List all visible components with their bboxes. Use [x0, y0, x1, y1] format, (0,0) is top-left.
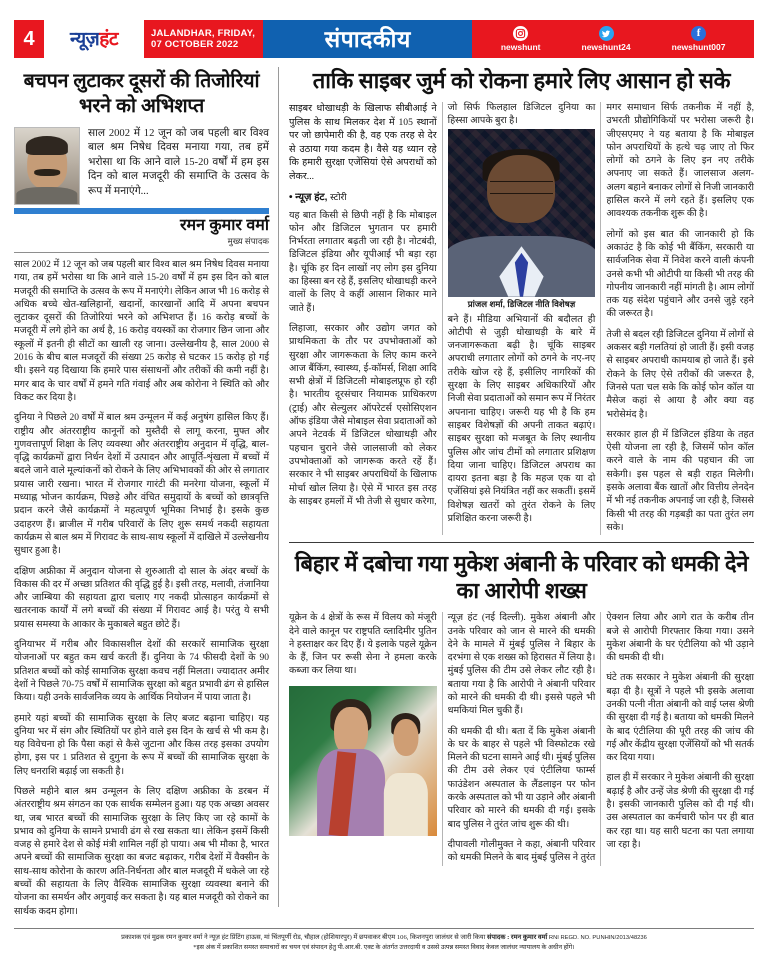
editorial-paragraph: दुनियाभर में गरीब और विकासशील देशों की सरकारें सामाजिक सुरक्षा योजनाओं पर बहुत कम खर्च करती हैं। दुनिया के 74 फीसदी देशों के 90 प्रतिशत बच्चों को कोई सामाजिक सुरक्षा कवच नहीं मिलता। ज्यादातर अमीर देशों ने पिछले 70-75 वर्षों में सामाजिक सुरक्षा को बहुत प्रभावी ढंग से हासिल किया। यही उनके सार्वजनिक व्यय के आर्थिक नियोजन में पाया जाता है। — [14, 640, 269, 704]
story-divider — [289, 542, 754, 543]
editorial-author-role: मुख्य संपादक — [227, 236, 269, 246]
facebook-icon: f — [691, 26, 706, 41]
divider — [14, 252, 269, 253]
editorial-kicker: साल 2002 में 12 जून को जब पहली बार विश्व बाल श्रम निषेध दिवस मनाया गया, तब हमें भरोसा था कि आने वाले 15-20 वर्षों में हम इस दिन को बाल मजदूरी की समाप्ति के उत्सव के रूप में मनाएंगे... — [88, 128, 269, 197]
social-twitter[interactable] — [582, 26, 631, 52]
source-label: न्यूज़ हंट, — [295, 191, 328, 203]
pranjal-sharma-portrait — [448, 129, 596, 297]
editor-portrait — [14, 127, 80, 205]
facebook-handle: newshunt007 — [671, 42, 726, 52]
editorial-paragraph: दक्षिण अफ्रीका में अनुदान योजना से शुरुआती दो साल के अंदर बच्चों के विकास की दर में अच्छा प्रतिशत की वृद्धि हुई है। इसी तरह, मलावी, तंजानिया और जाम्बिया की सहायता द्वारा चलाए गए नकदी प्रोत्साहन कार्यक्रमों से खतरनाक कार्यों में लगे बच्चों की संख्या में गिरावट आई है। परंतु ये सभी प्रयास समस्या के आकार के मुकाबले बहुत छोटे हैं। — [14, 566, 269, 630]
instagram-icon — [513, 26, 528, 41]
dateline — [144, 20, 263, 58]
masthead — [14, 20, 754, 58]
story-paragraph: बने हैं। मीडिया अभियानों की बदौलत ही ओटीपी से जुड़ी धोखाधड़ी के बारे में जनजागरूकता बढ़ी है। चूंकि साइबर अपराधी लगातार लोगों को ठगने के नए-नए तरीके खोज रहे हैं, इसीलिए नागरिकों की सुरक्षा के लिए साइबर अधिकारियों और निजी सेवा प्रदाताओं को समान रूप में निरंतर अपनाना चाहिए। जरूरी यह भी है कि हम साइबर विशेषज्ञों की अपनी ताकत बढ़ाएं। साइबर सुरक्षा को मजबूत के लिए स्थानीय पुलिस और जांच टीमों को लगातार प्रशिक्षण दिया जाना चाहिए। डिजिटल अपराध का दायरा इतना बड़ा है कि महज एक या दो एजेंसियां इसे नियंत्रित नहीं कर सकतीं। इसमें विशेषज्ञ खतरों को तुरंत रोकने के लिए प्रशिक्षित करना जरूरी है। — [447, 314, 596, 525]
footer-legal: *इस अंक में प्रकाशित समस्त समाचारों का चयन एवं संपादन हेतु पी.आर.बी. एक्ट के अंतर्गत उत्तरदायी व उससे उत्पन्न समस्त विवाद केवल जालंधर न्यायालय के अधीन होंगे। — [193, 944, 575, 951]
byline-rule — [14, 208, 269, 214]
footer-imprint — [14, 933, 754, 944]
story-paragraph: यूक्रेन के 4 क्षेत्रों के रूस में विलय को मंजूरी देने वाले कानून पर राष्ट्रपति व्लादिमीर पुतिन ने हस्ताक्षर कर दिए हैं। ये इलाके पहले यूक्रेन के हैं, जिन पर रूसी सेना ने हमला करके कब्जा कर लिया था। — [289, 613, 437, 677]
page-number: 4 — [14, 20, 44, 58]
story-paragraph: मगर समाधान सिर्फ तकनीक में नहीं है, उभरती प्रौद्योगिकियों पर भरोसा जरूरी है। जीएसएमए ने यह बताया है कि मोबाइल फोन अपराधियों के हत्थे चढ़ जाए तो फिर लोगों को ठगने के लिए इन नए तरीके अपनाए जा सकते हैं। जालसाज अलग-अलग बहाने बनाकर लोगों से निजी जानकारी हासिल करने में लगे रहते हैं। इसलिए एक आवश्यक तकनीक शुरू की है। — [606, 103, 754, 220]
story-paragraph: सरकार हाल ही में डिजिटल इंडिया के तहत ऐसी योजना ला रही है, जिसमें फोन कॉल करने वाले के नाम की पहचान की जा सकेगी। इस पहल से बड़ी राहत मिलेगी। इसके अलावा बैंक खातों और वित्तीय लेनदेन में भी नई तकनीक अपनाई जा रही है, जिससे किसी भी तरह की गड़बड़ी का पता तुरंत लग सके। — [606, 429, 754, 533]
story-cyber-crime — [289, 67, 754, 535]
logo-text-primary: न्यूज़ — [70, 28, 100, 50]
story-cyber-intro: साइबर धोखाधड़ी के खिलाफ सीबीआई ने पुलिस के साथ मिलकर देश में 105 स्थानों पर जो छापेमारी की है, वह एक तरह से देर से उठाया गया कदम है। वैसे यह ध्यान रहे कि हमारी सुरक्षा एजेंसियां ऐसे अपराधों को लेकर... — [289, 103, 437, 182]
editorial-column — [14, 67, 279, 917]
story-ambani-threat — [289, 550, 754, 907]
story-paragraph: घंटे तक सरकार ने मुकेश अंबानी की सुरक्षा बढ़ा दी है। सूत्रों ने पहले भी इसके अलावा उनकी पत्नी नीता अंबानी को वाई प्लस श्रेणी की सुरक्षा दी गई है। बताया को धमकी मिलने के बाद एंटीलिया की पूरी तरह की जांच की गई और केंद्रीय सुरक्षा एजेंसियों को भी सतर्क कर दिया गया। — [606, 673, 754, 764]
editorial-author-name: रमन कुमार वर्मा — [179, 217, 269, 234]
instagram-handle: newshunt — [500, 42, 541, 52]
story-ambani-columns — [289, 612, 754, 865]
story-paragraph: दीपावली गोलीमुक्त ने कहा, अंबानी परिवार को धमकी मिलने के बाद मुंबई पुलिस ने तुरंत ऐक्शन लिया और आगे रात के करीब तीन बजे से आरोपी गिरफ्तार किया गया। उसने मुकेश अंबानी के घर एंटीलिया को भी उड़ाने की धमकी दी थी। — [447, 613, 754, 864]
story-cyber-columns — [289, 102, 754, 535]
editorial-paragraph: हमारे यहां बच्चों की सामाजिक सुरक्षा के लिए बजट बढ़ाना चाहिए। यह दुनिया भर में संग और स्थितियों पर होने वाले इस दिन के खर्च से भी कम है। यह विवेचना हो कि पैसा कहां से कैसे जुटाना और किस तरह इसका उपयोग होगा, इस पर 1 प्रतिशत से दुगुना के रूप में बच्चों की सामाजिक सुरक्षा के लिए धनराशि बढ़ाई जा सकती है। — [14, 713, 269, 777]
story-paragraph: लोगों को इस बात की जानकारी हो कि अकाउंट है कि कोई भी बैंकिंग, सरकारी या सार्वजनिक सेवा में निवेश करने वाली कंपनी उनसे कभी भी ओटीपी या किसी भी तरह की गोपनीय जानकारी नहीं मांगती है। आम लोगों तक यह संदेश पहुंचाने और उनसे जुड़े रहने की जरूरत है। — [606, 229, 754, 320]
twitter-handle: newshunt24 — [581, 42, 631, 52]
logo-text-secondary: हंट — [99, 28, 118, 50]
story-ambani-text-cont — [448, 612, 754, 865]
editorial-body — [14, 259, 269, 919]
imprint-editor: संपादक : रमन कुमार वर्मा — [486, 933, 548, 941]
section-banner — [263, 20, 472, 58]
bullet-icon: • — [289, 191, 293, 203]
story-paragraph: हाल ही में सरकार ने मुकेश अंबानी की सुरक्षा बढ़ाई है और उन्हें जेड श्रेणी की सुरक्षा दी गई है। इसकी जानकारी पुलिस को दी गई थी। उस अस्पताल का कर्मचारी फोन पर ही बात कर रहा था। यह सारी घटना का पता लगाया जा रहा है। — [606, 773, 754, 850]
story-ambani-text — [289, 612, 437, 678]
story-cyber-caption: प्रांजल शर्मा, डिजिटल नीति विशेषज्ञ — [467, 298, 576, 309]
story-paragraph: यह बात किसी से छिपी नहीं है कि मोबाइल फोन और डिजिटल भुगतान पर हमारी निर्भरता लगातार बढ़ती जा रही है। नोटबंदी, डिजिटल इंडिया और यूपीआई भी बड़ा रहा है। चूंकि हर दिन लाखों नए लोग इस दुनिया का हिस्सा बन रहे हैं, इसलिए धोखाधड़ी करने वालों के लिए वे कहीं आसान शिकार माने जाते हैं। — [289, 210, 437, 314]
section-title: संपादकीय — [324, 25, 411, 52]
editorial-paragraph: साल 2002 में 12 जून को जब पहली बार विश्व बाल श्रम निषेध दिवस मनाया गया, तब हमें भरोसा था कि आने वाले 15-20 वर्षों में हम इस दिन को बाल मजदूरी की समाप्ति के उत्सव के रूप में मनाएंगे। लेकिन आज भी 16 करोड़ से अधिक बच्चे खेत-खलिहानों, खदानों, कारखानों आदि में अपना बचपन लुटाकर दूसरों की तिजोरियां भरने को अभिशप्त हैं। 16 करोड़ बच्चों के मजदूरी में लगे होने का अर्थ है, 16 करोड़ वयस्कों का रोजगार छिन जाना और स्कूलों में इतनी ही सीटों का खाली रह जाना। उल्लेखनीय है, साल 2000 से 2016 के बीच बाल मजदूरों की संख्या 25 करोड़ से घटकर 15 करोड़ हो गई थी। इसने यह दिखाया कि हमारे पास संसाधनों और तरीकों की कमी नहीं है। मगर बाद के चार वर्षों में हमने गति गंवाई और अब कोरोना ने स्थिति को और विकट कर दिया है। — [14, 260, 269, 403]
social-facebook[interactable] — [672, 26, 726, 52]
newspaper-page — [0, 20, 768, 960]
social-links — [472, 20, 754, 58]
story-paragraph: लिहाजा, सरकार और उद्योग जगत को प्राथमिकता के तौर पर उपभोक्ताओं को सुरक्षा और जागरूकता के लिए काम करने आज बैंकिंग, स्वास्थ्य, ई-कॉमर्स, शिक्षा आदि सभी क्षेत्रों में डिजिटली मोबाइलप्रूफ हो रही है। भारतीय दूरसंचार नियामक प्राधिकरण (ट्राई) और सेल्युलर ऑपरेटर्स एसोसिएशन ऑफ इंडिया जैसे मोबाइल सेवा प्रदाताओं को अपने नेटवर्क में डिजिटल धोखाधड़ी और पहचान चुराने जैसे जालसाजी को लेकर उपभोक्ताओं को जागरूक करते रहें हैं। सरकार ने भी साइबर अपराधियों के खिलाफ मोर्चा खोल लिया है। ऐसे में भारत इस तरह के साइबर हमलों में भी तेजी से सुधार करेगा, जो सिर्फ फिलहाल डिजिटल दुनिया का हिस्सा आपके बुरा है। — [289, 103, 596, 507]
publication-logo[interactable] — [44, 20, 144, 58]
story-paragraph: न्यूज़ हंट (नई दिल्ली). मुकेश अंबानी और उनके परिवार को जान से मारने की धमकी देने के मामले में मुंबई पुलिस ने बिहार के दरभंगा से एक शख्स को हिरासत में लिया है। मुंबई पुलिस की टीम उसे लेकर लौट रही है। बताया गया है कि आरोपी ने अंबानी परिवार को मारने की धमकी दी थी। इससे पहले भी धमकियां मिल चुकी हैं। — [447, 613, 596, 717]
imprint-text: प्रकाशक एवं मुद्रक रमन कुमार वर्मा ने न्यूज़ हंट प्रिंटिंग हाऊस, मां चिंतपूर्णी रोड, चौहाल (होशियारपुर) में छपवाकर बीएम 106, किशनपुरा जालंधर से जारी किया — [121, 933, 487, 941]
stories-column — [279, 67, 754, 907]
story-ambani-headline: बिहार में दबोचा गया मुकेश अंबानी के परिवार को धमकी देने का आरोपी शख्स — [294, 551, 749, 604]
story-paragraph: तेजी से बदल रही डिजिटल दुनिया में लोगों से अकसर बड़ी गलतियां हो जाती हैं। इसी वजह से साइबर अपराधी कामयाब हो जाते हैं। इसे रोकने के लिए ऐसे तरीकों की जरूरत है, जिनसे पता चल सके कि कोई फोन कॉल या मैसेज कहां से आया है और क्या वह भरोसेमंद है। — [606, 329, 754, 420]
editorial-paragraph: पिछले महीने बाल श्रम उन्मूलन के लिए दक्षिण अफ्रीका के डरबन में अंतरराष्ट्रीय श्रम संगठन का एक सार्थक सम्मेलन हुआ। यह एक अच्छा अवसर था, जब भारत बच्चों की सामाजिक सुरक्षा के लिए किए जा रहे कामों के प्रभाव को दुनिया के सामने प्रभावी ढंग से रख सकता था। लेकिन इसमें किसी वजह से हमारे देश से कोई मंत्री शामिल नहीं हो पाया। अब भी मौका है, भारत अपने बच्चों की सामाजिक सुरक्षा का बजट बढ़ाकर, गरीब देशों में वैक्सीन के साथ-साथ कोरोना के कारण अति-निर्धनता और बाल मजदूरी में धकेले जा रहे बच्चों की सहायता के लिए वैश्विक सामाजिक सुरक्षा व्यवस्था बनाने की योजना का समर्थन और अगुवाई कर सकता है। यह बाल मजदूरी को रोकने का सार्थक कदम होगा। — [14, 786, 269, 917]
imprint-rni: RNI REGD. NO. PUNHIN/2013/48236 — [548, 934, 647, 941]
dateline-city-day: JALANDHAR, FRIDAY, — [151, 27, 256, 39]
editorial-paragraph: दुनिया ने पिछले 20 वर्षों में बाल श्रम उन्मूलन में कई अनुषंग हासिल किए हैं। राष्ट्रीय और अंतरराष्ट्रीय कानूनों को मुस्तैदी से लागू करना, मुफ्त और गुणवत्तापूर्ण शिक्षा के लिए व्यवस्था और अंतरराष्ट्रीय अनुदान में वृद्धि, बाल-वृद्धि कार्यक्रमों द्वारा निर्धन देशों में उत्पादन और आपूर्ति-शृंखला में बच्चों में बदले जाने वाले मूल्यांकनों को रोकने के लिए अभिभावकों की ओर से लगातार प्रयास जारी रखना। भारत में रोजगार गारंटी की मनरेगा योजना, स्कूलों में मध्याह्न भोजन कार्यक्रम, पिछड़े और वंचित समुदायों के बच्चों को छात्रवृत्ति प्रदान करने जैसे कार्यक्रमों ने महत्वपूर्ण भूमिका निभाई है। इसके कुछ उदाहरण हैं। ब्राजील में गरीब परिवारों के लिए शुरू समर्थ नकदी सहायता कार्यक्रम से बाल श्रम में गिरावट के साथ-साथ स्कूलों में दाखिले में उल्लेखनीय सुधार हुआ है। — [14, 413, 269, 557]
story-ambani-figure — [289, 686, 437, 836]
story-cyber-byline — [289, 189, 437, 203]
story-cyber-figure — [448, 129, 596, 310]
story-paragraph: की धमकी दी थी। बता दें कि मुकेश अंबानी के घर के बाहर से पहले भी विस्फोटक रखे मिलने की घटना सामने आई थी। मुंबई पुलिस की टीम उसे लेकर एवं एंटीलिया फार्म्स फाउंडेशन अस्पताल के लैंडलाइन पर फोन करके अस्पताल को भी या उड़ाने और अंबानी परिवार को मारने की धमकी दी गई। इसके बाद पुलिस ने तुरंत जांच शुरू की थी। — [447, 726, 596, 830]
source-sublabel: स्टोरी — [330, 191, 347, 202]
editorial-author-block — [14, 127, 269, 205]
page-content — [14, 67, 754, 917]
social-instagram[interactable] — [501, 26, 541, 52]
editorial-headline: बचपन लुटाकर दूसरों की तिजोरियां भरने को अभिशप्त — [23, 70, 260, 117]
dateline-date: 07 OCTOBER 2022 — [151, 39, 239, 50]
story-cyber-headline: ताकि साइबर जुर्म को रोकना हमारे लिए आसान हो सके — [312, 68, 731, 93]
nita-ambani-family-photo — [289, 686, 437, 836]
twitter-icon — [599, 26, 614, 41]
